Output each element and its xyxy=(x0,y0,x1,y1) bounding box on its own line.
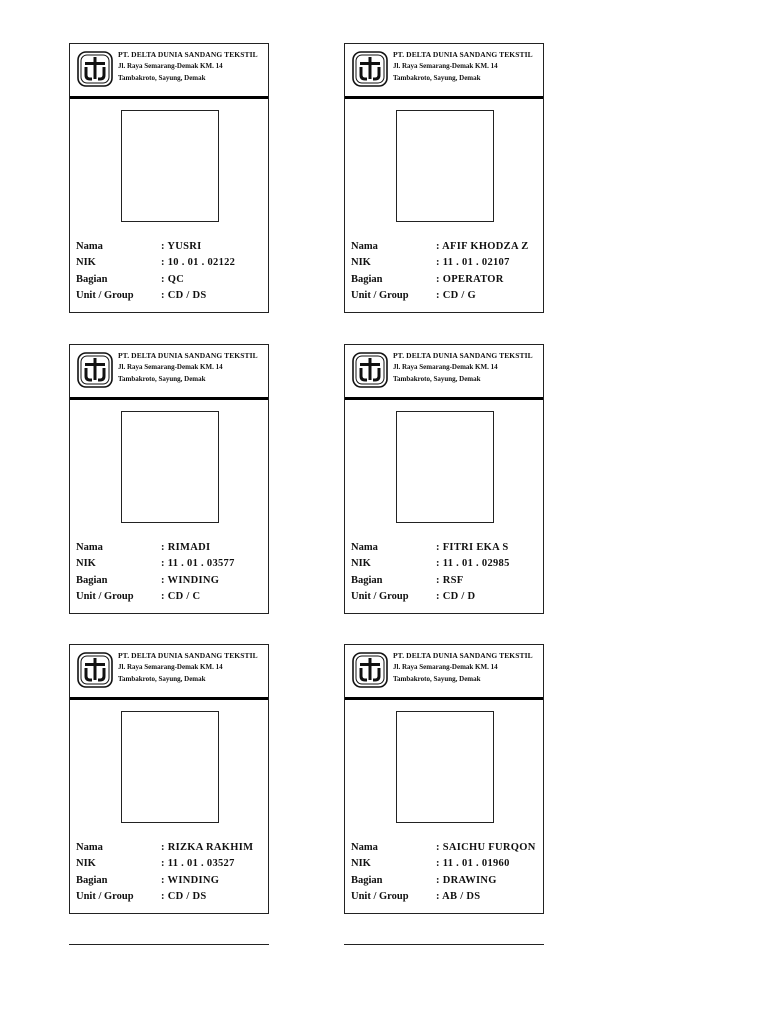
card-header xyxy=(70,645,268,697)
field-row-nama xyxy=(351,839,541,856)
field-row-nama xyxy=(76,839,266,856)
value-nama: : FITRI EKA S xyxy=(436,541,509,553)
field-row-nama xyxy=(351,238,541,255)
photo-placeholder xyxy=(396,711,494,823)
field-row-nik xyxy=(351,255,541,272)
company-name: PT. DELTA DUNIA SANDANG TEKSTIL xyxy=(393,351,533,360)
label-unit-group: Unit / Group xyxy=(351,290,409,302)
value-bagian: : DRAWING xyxy=(436,874,497,886)
value-unit-group: : CD / DS xyxy=(161,891,207,903)
label-nama: Nama xyxy=(351,240,378,252)
photo-placeholder xyxy=(396,110,494,222)
field-row-nik xyxy=(351,556,541,573)
field-row-unit-group xyxy=(76,889,266,906)
value-bagian: : WINDING xyxy=(161,574,220,586)
value-unit-group: : AB / DS xyxy=(436,891,481,903)
id-card-4 xyxy=(344,344,544,614)
field-row-bagian xyxy=(351,572,541,589)
company-address-line2: Tambakroto, Sayung, Demak xyxy=(393,675,481,683)
employee-fields xyxy=(76,839,266,905)
field-row-unit-group xyxy=(351,589,541,606)
label-nama: Nama xyxy=(76,240,103,252)
company-logo-icon xyxy=(77,352,113,388)
header-divider xyxy=(345,697,543,700)
label-nik: NIK xyxy=(76,858,96,870)
company-address-line2: Tambakroto, Sayung, Demak xyxy=(118,375,206,383)
value-nik: : 11 . 01 . 02107 xyxy=(436,257,510,269)
card-header xyxy=(70,345,268,397)
company-address-line1: Jl. Raya Semarang-Demak KM. 14 xyxy=(118,363,223,371)
card-header xyxy=(345,345,543,397)
field-row-nama xyxy=(351,539,541,556)
field-row-unit-group xyxy=(76,589,266,606)
field-row-nik xyxy=(351,856,541,873)
company-address-line1: Jl. Raya Semarang-Demak KM. 14 xyxy=(118,663,223,671)
value-bagian: : OPERATOR xyxy=(436,273,504,285)
field-row-bagian xyxy=(76,271,266,288)
label-nik: NIK xyxy=(351,257,371,269)
id-card-6 xyxy=(344,644,544,914)
value-nik: : 11 . 01 . 03527 xyxy=(161,858,235,870)
label-nama: Nama xyxy=(351,541,378,553)
company-logo-icon xyxy=(352,51,388,87)
value-nama: : SAICHU FURQON xyxy=(436,841,536,853)
company-address-line2: Tambakroto, Sayung, Demak xyxy=(393,375,481,383)
field-row-nik xyxy=(76,255,266,272)
photo-placeholder xyxy=(396,411,494,523)
card-header xyxy=(345,645,543,697)
value-nama: : RIZKA RAKHIM xyxy=(161,841,254,853)
label-nama: Nama xyxy=(76,841,103,853)
field-row-unit-group xyxy=(76,288,266,305)
employee-fields xyxy=(351,238,541,304)
header-divider xyxy=(345,96,543,99)
label-nik: NIK xyxy=(76,558,96,570)
value-unit-group: : CD / G xyxy=(436,290,477,302)
employee-fields xyxy=(351,539,541,605)
company-name: PT. DELTA DUNIA SANDANG TEKSTIL xyxy=(118,351,258,360)
label-bagian: Bagian xyxy=(76,874,108,886)
photo-placeholder xyxy=(121,110,219,222)
label-bagian: Bagian xyxy=(351,874,383,886)
company-address-line2: Tambakroto, Sayung, Demak xyxy=(118,74,206,82)
label-nama: Nama xyxy=(76,541,103,553)
value-unit-group: : CD / DS xyxy=(161,290,207,302)
field-row-unit-group xyxy=(351,288,541,305)
header-divider xyxy=(345,397,543,400)
value-nama: : RIMADI xyxy=(161,541,211,553)
field-row-bagian xyxy=(76,872,266,889)
photo-placeholder xyxy=(121,411,219,523)
card-header xyxy=(345,44,543,96)
label-nama: Nama xyxy=(351,841,378,853)
label-unit-group: Unit / Group xyxy=(76,290,134,302)
company-logo-icon xyxy=(77,51,113,87)
field-row-nama xyxy=(76,539,266,556)
label-bagian: Bagian xyxy=(76,574,108,586)
company-logo-icon xyxy=(352,652,388,688)
company-address-line1: Jl. Raya Semarang-Demak KM. 14 xyxy=(393,62,498,70)
field-row-bagian xyxy=(351,872,541,889)
company-address-line1: Jl. Raya Semarang-Demak KM. 14 xyxy=(118,62,223,70)
label-unit-group: Unit / Group xyxy=(76,591,134,603)
label-unit-group: Unit / Group xyxy=(351,591,409,603)
employee-fields xyxy=(351,839,541,905)
label-nik: NIK xyxy=(351,558,371,570)
label-nik: NIK xyxy=(76,257,96,269)
value-bagian: : RSF xyxy=(436,574,464,586)
field-row-unit-group xyxy=(351,889,541,906)
id-card-3 xyxy=(69,344,269,614)
company-name: PT. DELTA DUNIA SANDANG TEKSTIL xyxy=(393,50,533,59)
value-nama: : AFIF KHODZA Z xyxy=(436,240,529,252)
company-name: PT. DELTA DUNIA SANDANG TEKSTIL xyxy=(118,50,258,59)
header-divider xyxy=(70,96,268,99)
field-row-nik xyxy=(76,856,266,873)
label-bagian: Bagian xyxy=(351,574,383,586)
id-card-2 xyxy=(344,43,544,313)
value-unit-group: : CD / C xyxy=(161,591,201,603)
id-card-1 xyxy=(69,43,269,313)
label-unit-group: Unit / Group xyxy=(351,891,409,903)
cut-line-left xyxy=(69,944,269,945)
company-address-line1: Jl. Raya Semarang-Demak KM. 14 xyxy=(393,663,498,671)
employee-fields xyxy=(76,539,266,605)
id-card-5 xyxy=(69,644,269,914)
label-unit-group: Unit / Group xyxy=(76,891,134,903)
value-nik: : 11 . 01 . 01960 xyxy=(436,858,510,870)
value-unit-group: : CD / D xyxy=(436,591,476,603)
employee-fields xyxy=(76,238,266,304)
label-bagian: Bagian xyxy=(76,273,108,285)
company-name: PT. DELTA DUNIA SANDANG TEKSTIL xyxy=(393,651,533,660)
company-logo-icon xyxy=(352,352,388,388)
company-logo-icon xyxy=(77,652,113,688)
value-nik: : 10 . 01 . 02122 xyxy=(161,257,236,269)
company-address-line2: Tambakroto, Sayung, Demak xyxy=(118,675,206,683)
value-nik: : 11 . 01 . 02985 xyxy=(436,558,510,570)
company-name: PT. DELTA DUNIA SANDANG TEKSTIL xyxy=(118,651,258,660)
field-row-nik xyxy=(76,556,266,573)
value-bagian: : QC xyxy=(161,273,185,285)
field-row-bagian xyxy=(351,271,541,288)
value-bagian: : WINDING xyxy=(161,874,220,886)
field-row-nama xyxy=(76,238,266,255)
company-address-line1: Jl. Raya Semarang-Demak KM. 14 xyxy=(393,363,498,371)
photo-placeholder xyxy=(121,711,219,823)
company-address-line2: Tambakroto, Sayung, Demak xyxy=(393,74,481,82)
cut-line-right xyxy=(344,944,544,945)
value-nik: : 11 . 01 . 03577 xyxy=(161,558,235,570)
header-divider xyxy=(70,397,268,400)
header-divider xyxy=(70,697,268,700)
value-nama: : YUSRI xyxy=(161,240,202,252)
field-row-bagian xyxy=(76,572,266,589)
card-header xyxy=(70,44,268,96)
label-nik: NIK xyxy=(351,858,371,870)
label-bagian: Bagian xyxy=(351,273,383,285)
